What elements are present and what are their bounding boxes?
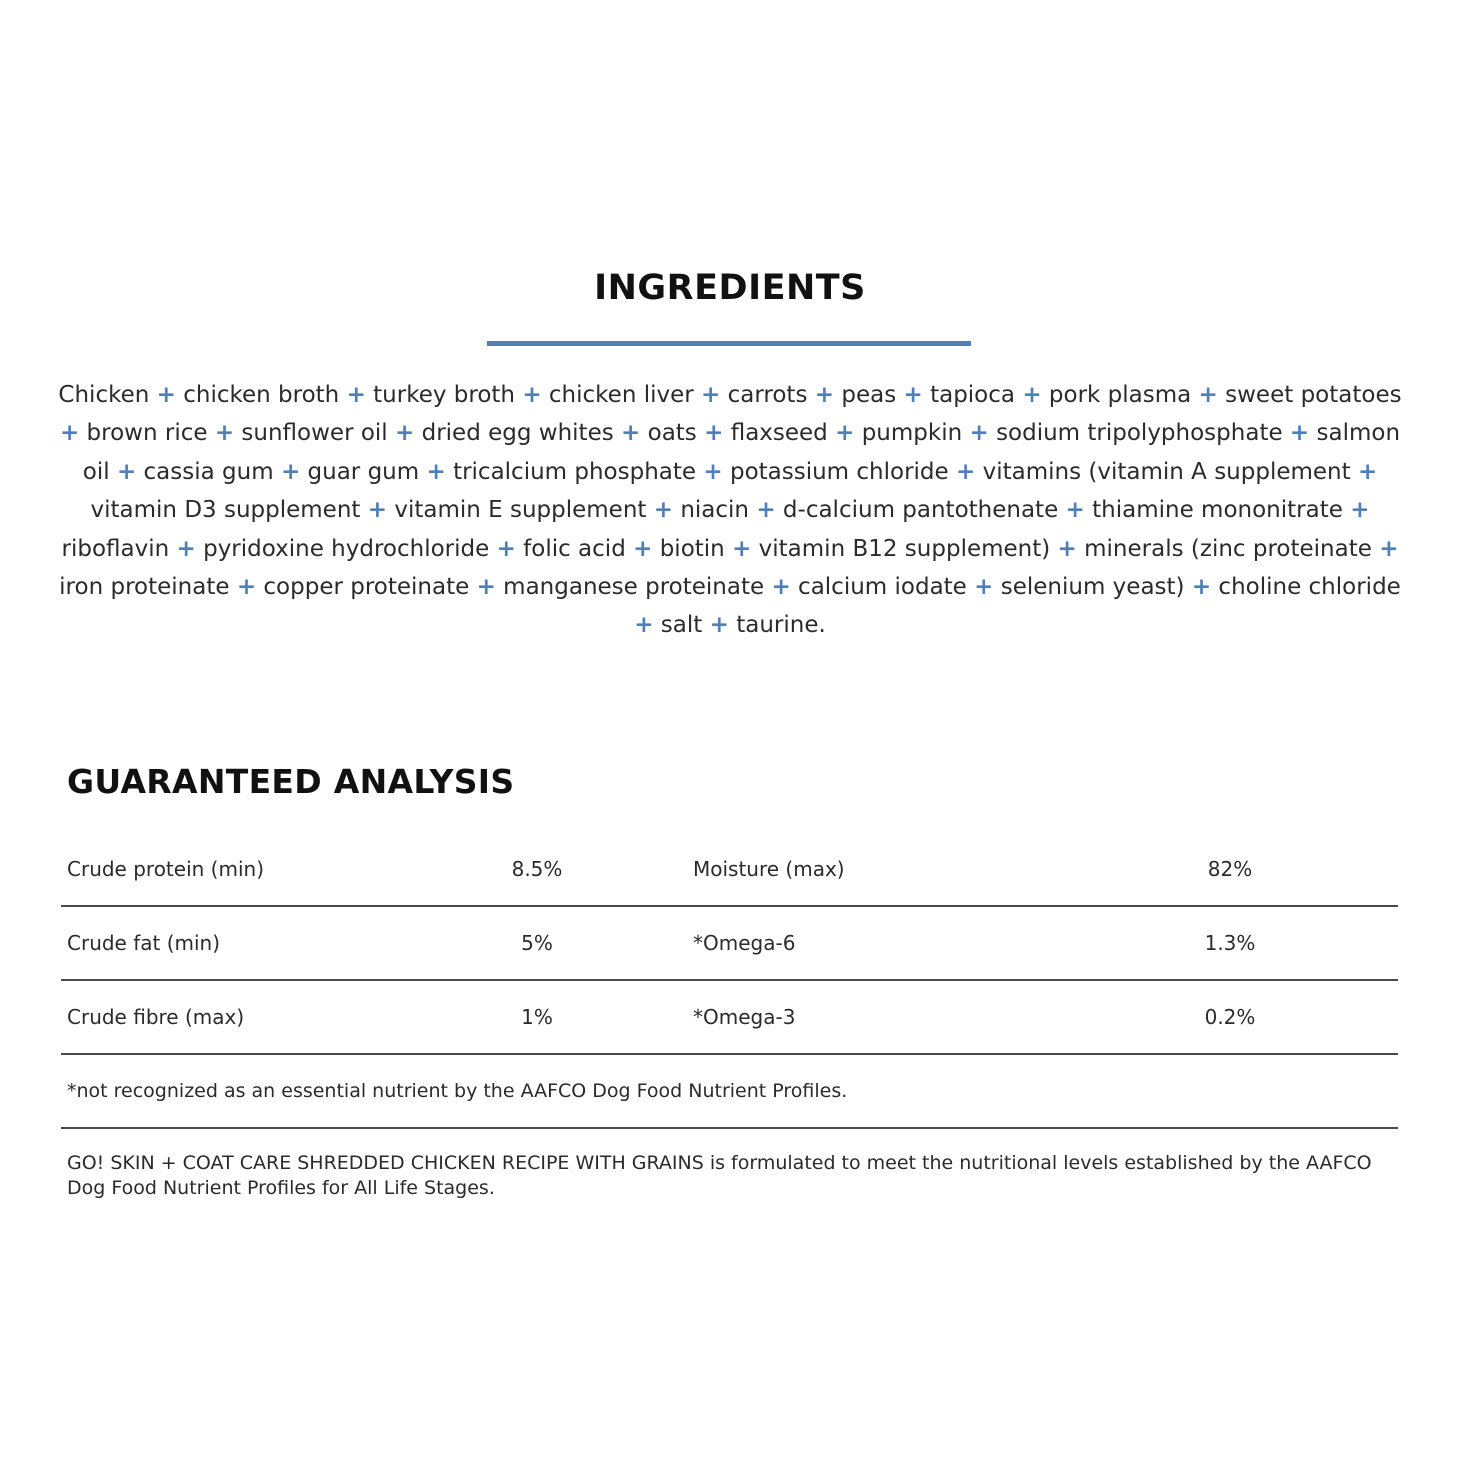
ingredient-item: tapioca xyxy=(930,382,1015,408)
ingredient-item: niacin xyxy=(680,497,750,524)
ingredient-item: riboflavin xyxy=(61,535,170,562)
plus-separator: + xyxy=(1022,382,1042,408)
plus-separator: + xyxy=(176,535,196,562)
plus-separator: + xyxy=(701,382,721,408)
ingredient-item: pork plasma xyxy=(1048,382,1192,408)
plus-separator: + xyxy=(903,382,923,408)
ingredient-item: chicken broth xyxy=(183,382,340,408)
ingredient-item: chicken liver xyxy=(548,382,694,408)
title-underline xyxy=(487,341,971,346)
ingredient-item: flaxseed xyxy=(730,420,828,447)
plus-separator: + xyxy=(1379,535,1399,562)
ingredient-item: sunflower oil xyxy=(241,420,388,447)
ingredient-item: turkey broth xyxy=(373,382,515,408)
nutrient-label: *Omega-3 xyxy=(693,1005,796,1029)
ingredient-item: minerals (zinc proteinate xyxy=(1084,535,1372,562)
nutrient-label: Crude protein (min) xyxy=(67,857,264,881)
analysis-table xyxy=(61,833,1398,1129)
ingredients-list xyxy=(50,376,1410,645)
ingredient-item: vitamin D3 supplement xyxy=(90,497,361,524)
plus-separator: + xyxy=(1350,497,1370,524)
ingredient-item: pumpkin xyxy=(861,420,963,447)
plus-separator: + xyxy=(704,420,724,447)
plus-separator: + xyxy=(1057,535,1077,562)
plus-separator: + xyxy=(956,458,976,485)
ingredient-item: cassia gum xyxy=(143,458,274,485)
plus-separator: + xyxy=(116,458,137,485)
nutrient-label: Crude fibre (max) xyxy=(67,1005,245,1029)
plus-separator: + xyxy=(395,420,415,447)
ingredient-item: choline chloride xyxy=(1218,574,1401,601)
ingredient-item: selenium yeast) xyxy=(1000,574,1185,601)
ingredient-item: thiamine mononitrate xyxy=(1092,497,1343,524)
ingredient-item: carrots xyxy=(727,382,808,408)
ingredient-item: Chicken xyxy=(58,382,150,408)
plus-separator: + xyxy=(1198,382,1218,408)
ingredient-item: calcium iodate xyxy=(798,574,967,601)
ingredient-item: vitamin B12 supplement) xyxy=(758,535,1051,562)
footnote-row xyxy=(61,1055,1398,1129)
ingredient-item: vitamins (vitamin A supplement xyxy=(982,458,1351,485)
plus-separator: + xyxy=(969,420,989,447)
plus-separator: + xyxy=(156,382,176,408)
ingredient-item: guar gum xyxy=(307,458,420,485)
ingredient-item: pyridoxine hydrochloride xyxy=(203,535,490,562)
nutrient-label: Crude fat (min) xyxy=(67,931,221,955)
ingredients-title: INGREDIENTS xyxy=(594,268,866,308)
ingredient-item: oats xyxy=(647,420,697,447)
ingredient-item: salmon oil xyxy=(82,420,1401,485)
plus-separator: + xyxy=(814,382,835,408)
nutrient-value-text: 0.2% xyxy=(1204,1005,1256,1029)
ingredient-item: sodium tripolyphosphate xyxy=(996,420,1283,447)
footnote: *not recognized as an essential nutrient by the AAFCO Dog Food Nutrient Profiles. xyxy=(67,1080,848,1102)
ingredient-item: taurine. xyxy=(736,612,826,639)
plus-separator: + xyxy=(732,535,752,562)
plus-separator: + xyxy=(367,497,388,524)
ingredient-item: copper proteinate xyxy=(263,574,470,601)
plus-separator: + xyxy=(426,458,446,485)
ingredient-item: biotin xyxy=(659,535,725,562)
plus-separator: + xyxy=(346,382,366,408)
table-row xyxy=(61,981,1398,1055)
ingredient-item: sweet potatoes xyxy=(1225,382,1402,408)
plus-separator: + xyxy=(1065,497,1085,524)
ingredient-item: iron proteinate xyxy=(59,574,230,601)
plus-separator: + xyxy=(974,574,994,601)
ingredient-item: potassium chloride xyxy=(729,458,949,485)
plus-separator: + xyxy=(709,612,729,639)
plus-separator: + xyxy=(634,612,654,639)
plus-separator: + xyxy=(1289,420,1310,447)
plus-separator: + xyxy=(522,382,542,408)
plus-separator: + xyxy=(280,458,301,485)
ingredient-item: folic acid xyxy=(523,535,626,562)
nutrient-label: Moisture (max) xyxy=(693,857,845,881)
plus-separator: + xyxy=(835,420,855,447)
nutrient-value-text: 1% xyxy=(521,1005,553,1029)
plus-separator: + xyxy=(633,535,653,562)
plus-separator: + xyxy=(771,574,791,601)
ingredient-item: dried egg whites xyxy=(421,420,614,447)
analysis-title: GUARANTEED ANALYSIS xyxy=(67,762,515,801)
plus-separator: + xyxy=(703,458,723,485)
aafco-statement: GO! SKIN + COAT CARE SHREDDED CHICKEN RECIPE WITH GRAINS is formulated to meet the nutritional levels established by the AAFCO Dog Food Nutrient Profiles for All Life Stages. xyxy=(67,1152,1372,1199)
nutrient-value-text: 5% xyxy=(521,931,553,955)
table-row xyxy=(61,833,1398,907)
plus-separator: + xyxy=(476,574,496,601)
plus-separator: + xyxy=(236,574,257,601)
plus-separator: + xyxy=(621,420,641,447)
ingredient-item: peas xyxy=(841,382,897,408)
plus-separator: + xyxy=(214,420,235,447)
nutrient-value-text: 82% xyxy=(1207,857,1253,881)
nutrient-value-text: 8.5% xyxy=(511,857,563,881)
table-row xyxy=(61,907,1398,981)
plus-separator: + xyxy=(1191,574,1212,601)
plus-separator: + xyxy=(59,420,80,447)
plus-separator: + xyxy=(653,497,674,524)
ingredient-item: manganese proteinate xyxy=(503,574,765,601)
ingredient-item: d-calcium pantothenate xyxy=(782,497,1059,524)
nutrient-label: *Omega-6 xyxy=(693,931,796,955)
plus-separator: + xyxy=(496,535,516,562)
ingredient-item: salt xyxy=(660,612,703,639)
plus-separator: + xyxy=(756,497,776,524)
ingredient-item: tricalcium phosphate xyxy=(453,458,697,485)
ingredient-item: vitamin E supplement xyxy=(394,497,647,524)
ingredient-item: brown rice xyxy=(86,420,208,447)
plus-separator: + xyxy=(1357,458,1378,485)
nutrient-value-text: 1.3% xyxy=(1204,931,1256,955)
